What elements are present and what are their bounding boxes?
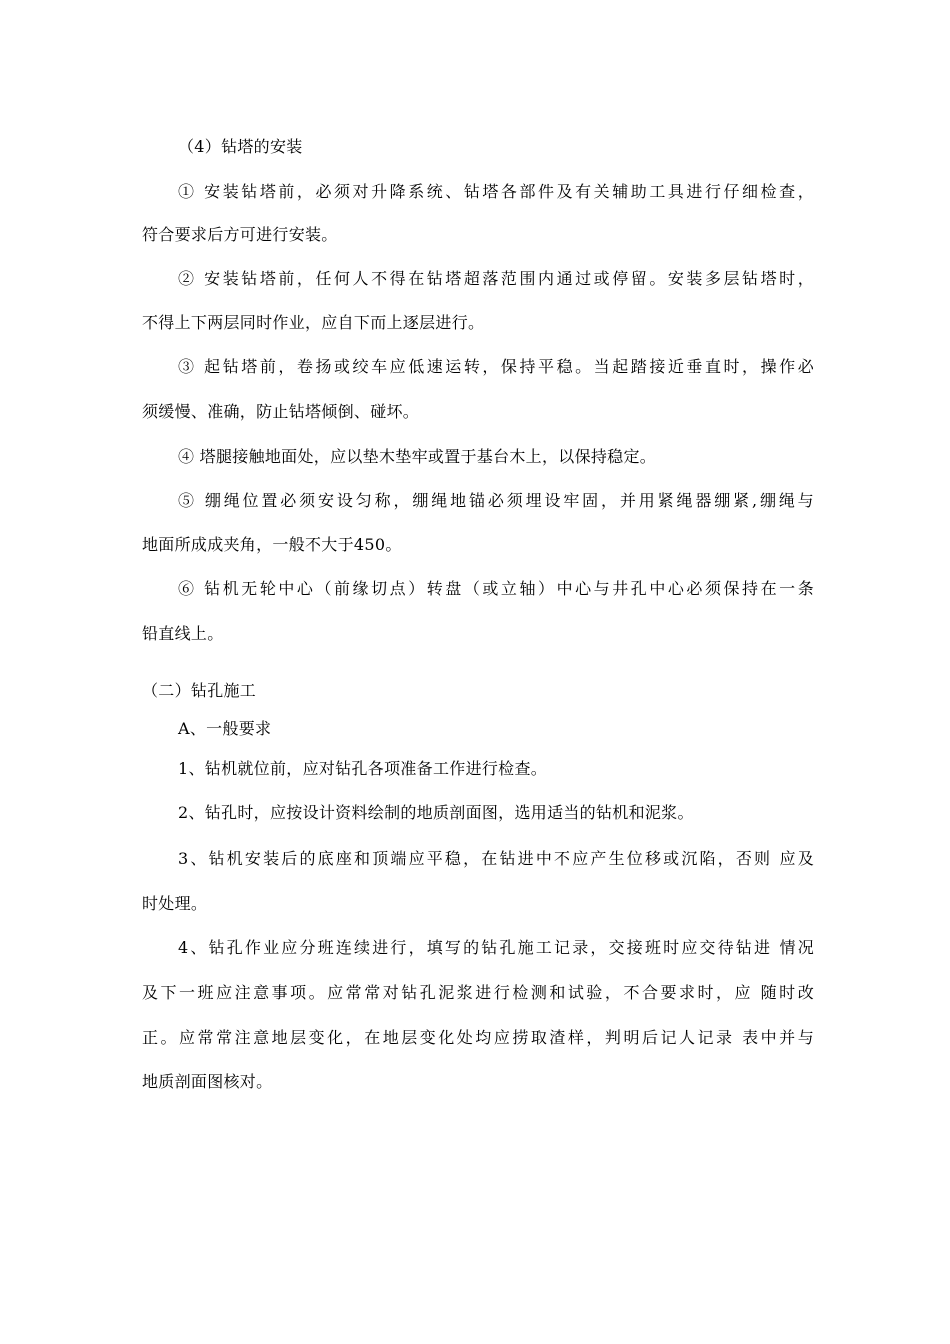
- paragraph-line: 铅直线上。: [142, 624, 224, 643]
- paragraph-line: 地面所成成夹角，一般不大于450。: [142, 535, 402, 554]
- paragraph-line: 1、钻机就位前，应对钻孔各项准备工作进行检查。: [178, 759, 548, 778]
- paragraph-line: 正。应常常注意地层变化，在地层变化处均应捞取渣样，判明后记人记录 表中并与: [142, 1028, 814, 1047]
- paragraph-line: ③ 起钻塔前，卷扬或绞车应低速运转，保持平稳。当起踏接近垂直时，操作必: [178, 357, 814, 376]
- paragraph-line: 4、钻孔作业应分班连续进行，填写的钻孔施工记录，交接班时应交待钻进 情况: [178, 938, 814, 957]
- paragraph-line: 地质剖面图核对。: [142, 1072, 273, 1091]
- paragraph-line: ① 安装钻塔前，必须对升降系统、钻塔各部件及有关辅助工具进行仔细检查，: [178, 182, 814, 201]
- paragraph-line: 3、钻机安装后的底座和顶端应平稳，在钻进中不应产生位移或沉陷，否则 应及: [178, 849, 814, 868]
- section-heading-drilling: （二）钻孔施工: [142, 681, 257, 700]
- paragraph-line: ⑥ 钻机无轮中心（前缘切点）转盘（或立轴）中心与井孔中心必须保持在一条: [178, 579, 814, 598]
- section-heading-tower-installation: （4）钻塔的安装: [178, 137, 303, 156]
- paragraph-line: 2、钻孔时，应按设计资料绘制的地质剖面图，选用适当的钻机和泥浆。: [178, 803, 694, 822]
- paragraph-line: ⑤ 绷绳位置必须安设匀称，绷绳地锚必须埋设牢固，并用紧绳器绷紧,绷绳与: [178, 491, 814, 510]
- subsection-heading-general: A、一般要求: [178, 719, 272, 738]
- paragraph-line: ④ 塔腿接触地面处，应以垫木垫牢或置于基台木上，以保持稳定。: [178, 447, 657, 466]
- paragraph-line: 须缓慢、准确，防止钻塔倾倒、碰坏。: [142, 402, 420, 421]
- paragraph-line: 时处理。: [142, 894, 208, 913]
- paragraph-line: 符合要求后方可进行安装。: [142, 225, 338, 244]
- paragraph-line: ② 安装钻塔前，任何人不得在钻塔超落范围内通过或停留。安装多层钻塔时，: [178, 269, 814, 288]
- paragraph-line: 不得上下两层同时作业，应自下而上逐层进行。: [142, 313, 485, 332]
- paragraph-line: 及下一班应注意事项。应常常对钻孔泥浆进行检测和试验，不合要求时，应 随时改: [142, 983, 814, 1002]
